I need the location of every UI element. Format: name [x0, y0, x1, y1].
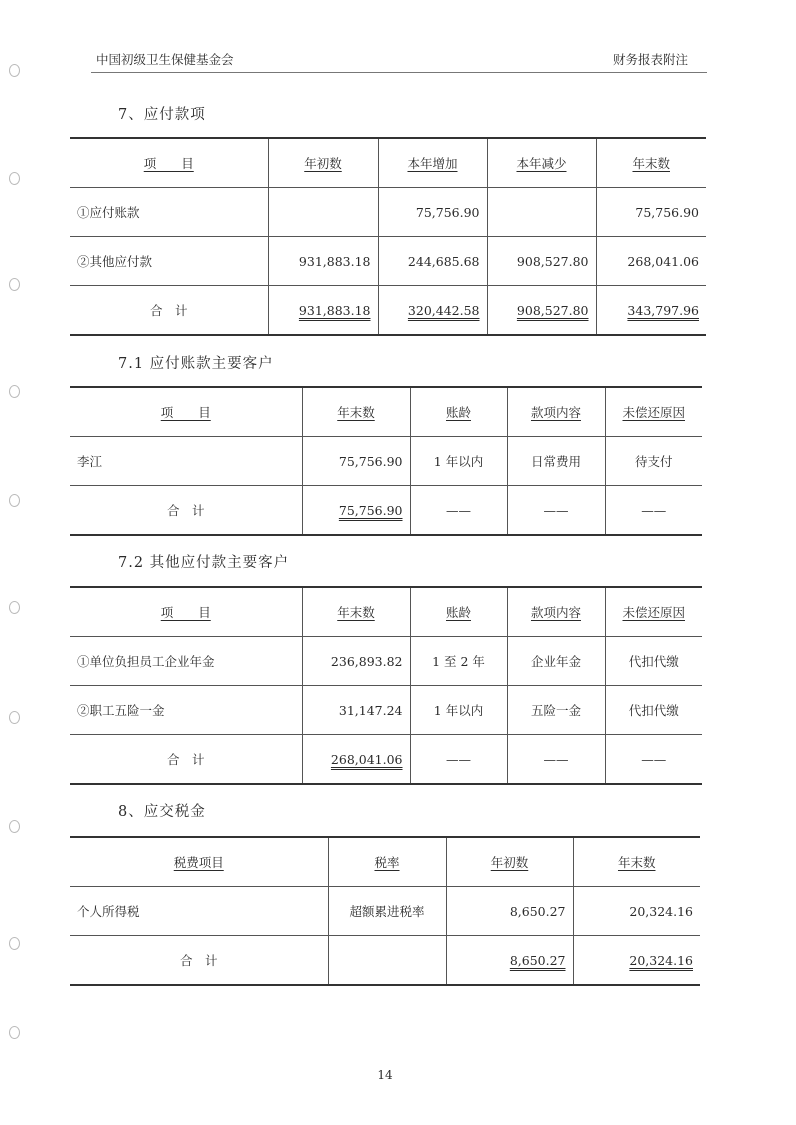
total-closing: 75,756.90	[338, 502, 403, 518]
table-header-row	[70, 587, 702, 637]
cell-reason: 代扣代缴	[605, 637, 702, 686]
table-row	[70, 637, 702, 686]
binder-hole	[9, 64, 20, 77]
table-row	[70, 237, 706, 286]
total-closing: 268,041.06	[330, 751, 403, 767]
header-doc-type: 财务报表附注	[612, 52, 688, 67]
cell-closing: 268,041.06	[596, 237, 706, 286]
cell-opening: 8,650.27	[446, 887, 573, 936]
total-opening: 8,650.27	[509, 952, 566, 968]
section-title-7: 7、应付款项	[118, 107, 206, 123]
table-payables-customers	[70, 386, 702, 536]
col-header: 未偿还原因	[622, 405, 685, 420]
col-header: 年末数	[632, 156, 670, 171]
col-header: 年末数	[337, 605, 375, 620]
table-taxes-payable	[70, 836, 700, 986]
page-number: 14	[377, 1068, 393, 1082]
table-row	[70, 188, 706, 237]
total-row	[70, 735, 702, 785]
total-row	[70, 486, 702, 536]
binder-hole	[9, 937, 20, 950]
cell-dash: ——	[507, 735, 605, 785]
cell-dash: ——	[410, 735, 507, 785]
row-label: 李江	[70, 437, 302, 486]
cell-closing: 75,756.90	[596, 188, 706, 237]
total-label: 合 计	[70, 286, 268, 336]
cell-aging: 1 年以内	[410, 437, 507, 486]
table-other-payables-customers	[70, 586, 702, 785]
section-title-8: 8、应交税金	[118, 804, 206, 820]
total-closing: 343,797.96	[627, 302, 699, 318]
table-row	[70, 437, 702, 486]
binder-hole	[9, 172, 20, 185]
total-row	[70, 936, 700, 986]
cell-aging: 1 年以内	[410, 686, 507, 735]
cell-dash: ——	[605, 486, 702, 536]
col-header: 年末数	[337, 405, 375, 420]
binder-hole	[9, 494, 20, 507]
total-label: 合 计	[70, 735, 302, 785]
total-label: 合 计	[70, 486, 302, 536]
cell-closing: 236,893.82	[302, 637, 410, 686]
binder-hole	[9, 278, 20, 291]
col-header: 项 目	[160, 605, 211, 620]
col-header: 款项内容	[530, 605, 581, 620]
col-header: 账龄	[445, 605, 471, 620]
col-header: 款项内容	[530, 405, 581, 420]
cell-opening	[268, 188, 378, 237]
total-decrease: 908,527.80	[516, 302, 589, 318]
cell-aging: 1 至 2 年	[410, 637, 507, 686]
cell-content: 企业年金	[507, 637, 605, 686]
total-increase: 320,442.58	[407, 302, 480, 318]
cell-closing: 20,324.16	[573, 887, 700, 936]
col-header: 年末数	[617, 855, 656, 870]
cell-decrease	[487, 188, 596, 237]
cell-rate: 超额累进税率	[328, 887, 446, 936]
total-row	[70, 286, 706, 336]
page-header	[96, 50, 688, 68]
cell-content: 日常费用	[507, 437, 605, 486]
table-header-row	[70, 837, 700, 887]
binder-hole	[9, 711, 20, 724]
cell-reason: 待支付	[605, 437, 702, 486]
col-header: 年初数	[490, 855, 529, 870]
col-header: 账龄	[445, 405, 471, 420]
cell-opening: 931,883.18	[268, 237, 378, 286]
total-opening: 931,883.18	[298, 302, 371, 318]
header-rule	[91, 72, 707, 73]
col-header: 本年减少	[516, 156, 567, 171]
cell-rate	[328, 936, 446, 986]
row-label: ①应付账款	[70, 188, 268, 237]
cell-dash: ——	[605, 735, 702, 785]
col-header: 项 目	[160, 405, 211, 420]
table-row	[70, 686, 702, 735]
col-header: 项 目	[143, 156, 194, 171]
row-label: ②其他应付款	[70, 237, 268, 286]
binder-hole	[9, 385, 20, 398]
col-header: 税率	[374, 855, 400, 870]
row-label: ②职工五险一金	[70, 686, 302, 735]
section-title-7-1: 7.1 应付账款主要客户	[118, 356, 274, 372]
table-header-row	[70, 138, 706, 188]
row-label: ①单位负担员工企业年金	[70, 637, 302, 686]
binder-hole	[9, 1026, 20, 1039]
cell-closing: 75,756.90	[302, 437, 410, 486]
cell-dash: ——	[507, 486, 605, 536]
section-title-7-2: 7.2 其他应付款主要客户	[118, 555, 290, 571]
cell-increase: 75,756.90	[378, 188, 487, 237]
cell-content: 五险一金	[507, 686, 605, 735]
header-org: 中国初级卫生保健基金会	[96, 52, 234, 67]
binder-hole	[9, 820, 20, 833]
table-header-row	[70, 387, 702, 437]
table-payables	[70, 137, 706, 336]
col-header: 税费项目	[173, 855, 224, 870]
cell-dash: ——	[410, 486, 507, 536]
binder-hole	[9, 601, 20, 614]
col-header: 本年增加	[407, 156, 458, 171]
cell-increase: 244,685.68	[378, 237, 487, 286]
cell-decrease: 908,527.80	[487, 237, 596, 286]
cell-closing: 31,147.24	[302, 686, 410, 735]
col-header: 年初数	[304, 156, 342, 171]
total-label: 合 计	[70, 936, 328, 986]
table-row	[70, 887, 700, 936]
col-header: 未偿还原因	[622, 605, 685, 620]
total-closing: 20,324.16	[629, 952, 693, 968]
cell-reason: 代扣代缴	[605, 686, 702, 735]
row-label: 个人所得税	[70, 887, 328, 936]
